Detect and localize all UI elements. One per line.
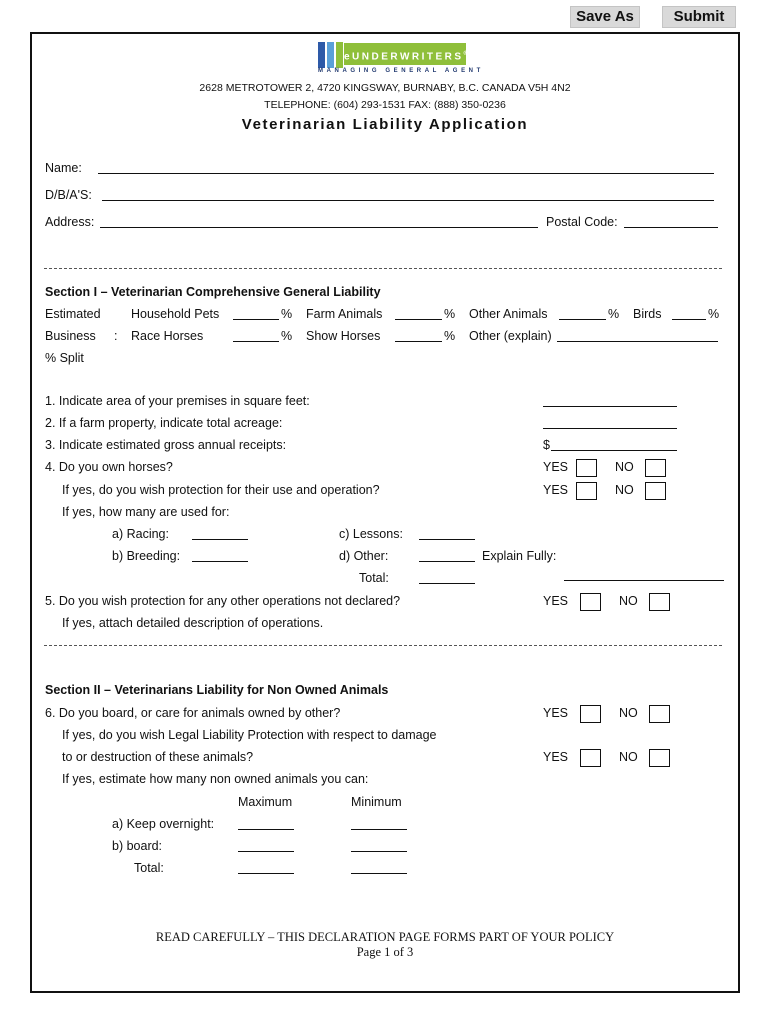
racing-label: a) Racing: <box>112 527 169 541</box>
name-field[interactable] <box>98 173 714 174</box>
farm-acreage-field[interactable] <box>543 428 677 429</box>
q6a-no-checkbox[interactable] <box>649 749 670 767</box>
split-label-line-1: Estimated <box>45 307 101 321</box>
board-max-field[interactable] <box>238 851 294 852</box>
total-min-field[interactable] <box>351 873 407 874</box>
postal-code-label: Postal Code: <box>546 215 618 229</box>
race-horses-label: Race Horses <box>131 329 204 343</box>
show-horses-label: Show Horses <box>306 329 381 343</box>
farm-animals-field[interactable] <box>395 319 442 320</box>
minimum-header: Minimum <box>351 795 402 809</box>
question-2: 2. If a farm property, indicate total acreage: <box>45 416 283 430</box>
racing-field[interactable] <box>192 539 248 540</box>
q6-yes-checkbox[interactable] <box>580 705 601 723</box>
company-address: 2628 METROTOWER 2, 4720 KINGSWAY, BURNABY, B.C. CANADA V5H 4N2 <box>199 82 571 94</box>
farm-animals-label: Farm Animals <box>306 307 383 321</box>
dba-field[interactable] <box>102 200 714 201</box>
declaration-notice: READ CAREFULLY – THIS DECLARATION PAGE FORMS PART OF YOUR POLICY <box>155 930 615 944</box>
logo-tagline: MANAGING GENERAL AGENT <box>318 68 484 74</box>
split-colon: : <box>114 329 118 343</box>
no-label: NO <box>619 594 638 608</box>
q5-no-checkbox[interactable] <box>649 593 670 611</box>
overnight-min-field[interactable] <box>351 829 407 830</box>
overnight-max-field[interactable] <box>238 829 294 830</box>
postal-code-field[interactable] <box>624 227 718 228</box>
horses-total-label: Total: <box>359 571 389 585</box>
pct-sign: % <box>444 329 456 343</box>
q4a-yes-checkbox[interactable] <box>576 482 597 500</box>
maximum-header: Maximum <box>238 795 293 809</box>
no-label: NO <box>619 706 638 720</box>
question-4a: If yes, do you wish protection for their use and operation? <box>62 483 380 497</box>
other-explain-label: Other (explain) <box>469 329 552 343</box>
divider <box>44 645 722 646</box>
q6a-yes-checkbox[interactable] <box>580 749 601 767</box>
q4-yes-checkbox[interactable] <box>576 459 597 477</box>
birds-label: Birds <box>633 307 662 321</box>
dollar-sign: $ <box>543 438 550 452</box>
breeding-label: b) Breeding: <box>112 549 181 563</box>
total-max-field[interactable] <box>238 873 294 874</box>
race-horses-field[interactable] <box>233 341 279 342</box>
household-pets-field[interactable] <box>233 319 279 320</box>
split-label-line-2: Business <box>45 329 96 343</box>
gross-receipts-field[interactable] <box>551 450 677 451</box>
page-title: Veterinarian Liability Application <box>241 116 529 133</box>
explain-fully-label: Explain Fully: <box>482 549 557 563</box>
question-5a: If yes, attach detailed description of operations. <box>62 616 324 630</box>
question-6a-line-2: to or destruction of these animals? <box>62 750 254 764</box>
question-6: 6. Do you board, or care for animals owned by other? <box>45 706 341 720</box>
keep-overnight-label: a) Keep overnight: <box>112 817 215 831</box>
question-6b: If yes, estimate how many non owned animals you can: <box>62 772 369 786</box>
board-label: b) board: <box>112 839 163 853</box>
no-label: NO <box>615 483 634 497</box>
question-4b: If yes, how many are used for: <box>62 505 230 519</box>
pct-sign: % <box>444 307 456 321</box>
yes-label: YES <box>543 483 569 497</box>
question-3: 3. Indicate estimated gross annual receipts: <box>45 438 287 452</box>
no-label: NO <box>615 460 634 474</box>
page-number: Page 1 of 3 <box>356 945 414 959</box>
no-label: NO <box>619 750 638 764</box>
yes-label: YES <box>543 706 569 720</box>
question-6a-line-1: If yes, do you wish Legal Liability Protection with respect to damage <box>62 728 437 742</box>
company-phone: TELEPHONE: (604) 293-1531 FAX: (888) 350-0236 <box>264 99 506 111</box>
show-horses-field[interactable] <box>395 341 442 342</box>
board-min-field[interactable] <box>351 851 407 852</box>
yes-label: YES <box>543 594 569 608</box>
q4-no-checkbox[interactable] <box>645 459 666 477</box>
pct-sign: % <box>281 329 293 343</box>
logo-wordmark: eUNDERWRITERS® <box>344 43 466 65</box>
other-animals-label: Other Animals <box>469 307 548 321</box>
other-animals-field[interactable] <box>559 319 606 320</box>
pct-sign: % <box>708 307 720 321</box>
birds-field[interactable] <box>672 319 706 320</box>
address-label: Address: <box>45 215 95 229</box>
q4a-no-checkbox[interactable] <box>645 482 666 500</box>
premises-sqft-field[interactable] <box>543 406 677 407</box>
save-as-button[interactable]: Save As <box>570 6 640 28</box>
other-label: d) Other: <box>339 549 389 563</box>
q6-no-checkbox[interactable] <box>649 705 670 723</box>
q5-yes-checkbox[interactable] <box>580 593 601 611</box>
question-5: 5. Do you wish protection for any other operations not declared? <box>45 594 401 608</box>
section-1-title: Section I – Veterinarian Comprehensive General Liability <box>45 285 381 299</box>
question-1: 1. Indicate area of your premises in square feet: <box>45 394 310 408</box>
split-label-line-3: % Split <box>45 351 84 365</box>
pct-sign: % <box>608 307 620 321</box>
submit-button[interactable]: Submit <box>662 6 736 28</box>
dba-label: D/B/A'S: <box>45 188 92 202</box>
name-label: Name: <box>45 161 82 175</box>
other-explain-field[interactable] <box>557 341 718 342</box>
explain-fully-field[interactable] <box>564 580 724 581</box>
breeding-field[interactable] <box>192 561 248 562</box>
pct-sign: % <box>281 307 293 321</box>
lessons-label: c) Lessons: <box>339 527 403 541</box>
horses-total-field[interactable] <box>419 583 475 584</box>
section-2-total-label: Total: <box>134 861 164 875</box>
divider <box>44 268 722 269</box>
section-2-title: Section II – Veterinarians Liability for Non Owned Animals <box>45 683 389 697</box>
yes-label: YES <box>543 750 569 764</box>
address-field[interactable] <box>100 227 538 228</box>
yes-label: YES <box>543 460 569 474</box>
household-pets-label: Household Pets <box>131 307 220 321</box>
lessons-field[interactable] <box>419 539 475 540</box>
other-field[interactable] <box>419 561 475 562</box>
question-4: 4. Do you own horses? <box>45 460 173 474</box>
